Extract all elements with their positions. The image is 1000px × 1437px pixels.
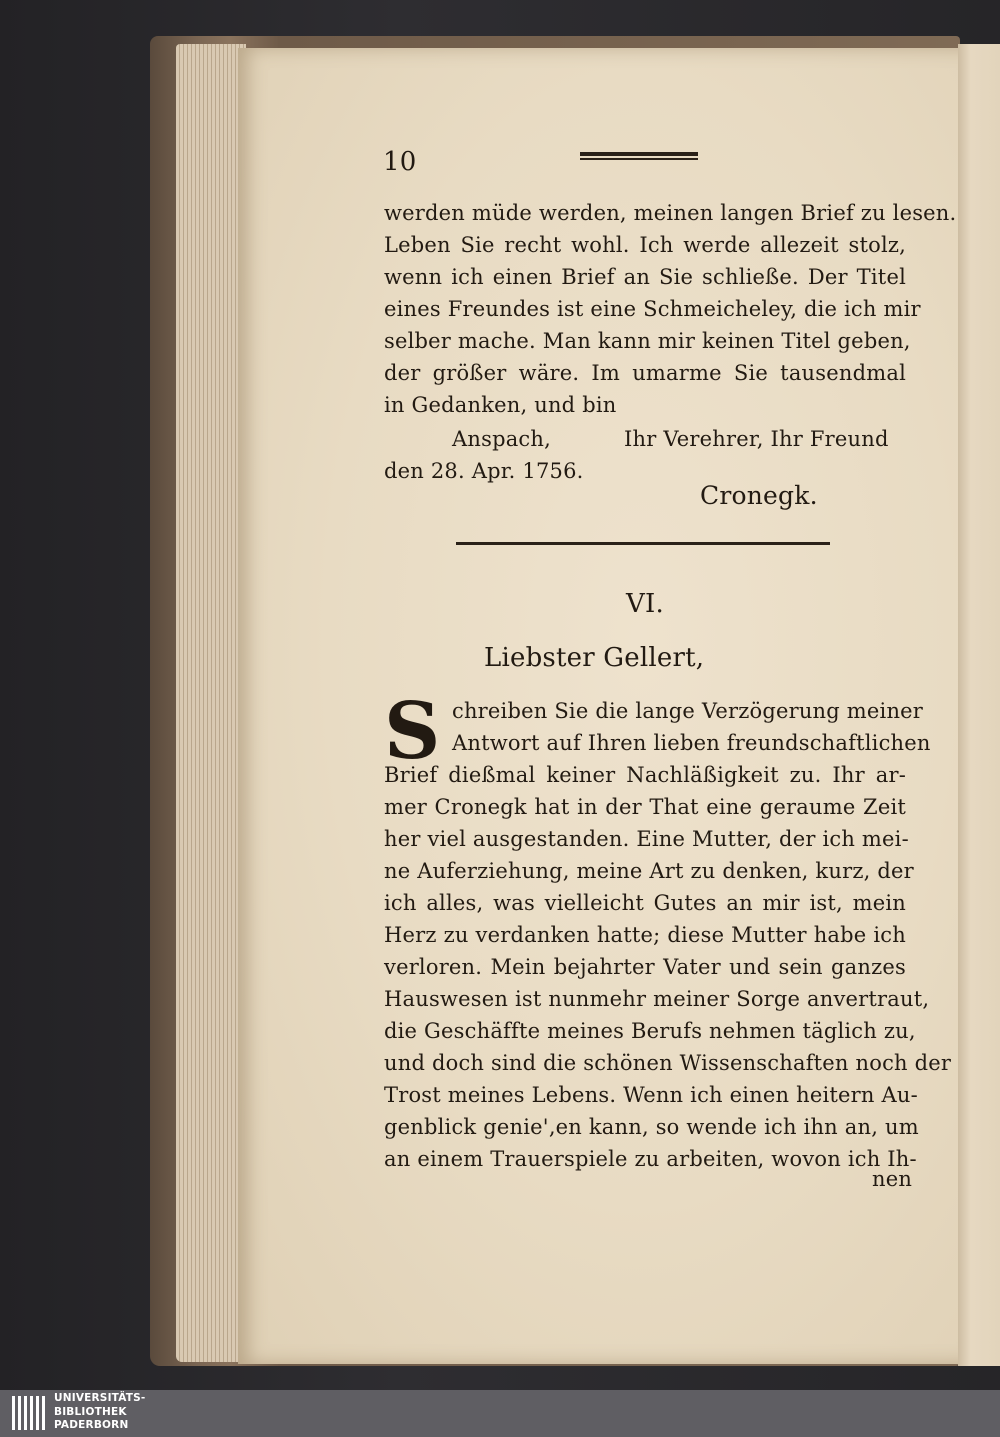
text-line: Antwort auf Ihren lieben freundschaftlichen <box>452 731 931 755</box>
text-line: verloren. Mein bejahrter Vater und sein ganzes <box>384 955 906 979</box>
text-line: in Gedanken, und bin <box>384 393 617 417</box>
text-line: genblick genie'‚en kann, so wende ich ihn an, um <box>384 1115 919 1139</box>
text-line: eines Freundes ist eine Schmeicheley, die ich mir <box>384 297 921 321</box>
text-line: her viel ausgestanden. Eine Mutter, der ich mei- <box>384 827 909 851</box>
text-line: Leben Sie recht wohl. Ich werde allezeit stolz, <box>384 233 906 257</box>
text-line: Brief dießmal keiner Nachläßigkeit zu. Ihr ar- <box>384 763 906 787</box>
facing-page-edge <box>958 44 1000 1366</box>
logo-line: UNIVERSITÄTS- <box>54 1392 146 1404</box>
text-line: wenn ich einen Brief an Sie schließe. Der Titel <box>384 265 906 289</box>
catchword: nen <box>872 1167 913 1191</box>
text-line: selber mache. Man kann mir keinen Titel geben, <box>384 329 911 353</box>
logo-line: BIBLIOTHEK <box>54 1405 127 1418</box>
library-logo-text <box>54 1392 174 1433</box>
section-divider <box>456 542 830 545</box>
text-line: der größer wäre. Im umarme Sie tausendmal <box>384 361 906 385</box>
text-line: chreiben Sie die lange Verzögerung meiner <box>452 699 924 723</box>
letter-place: Anspach, <box>452 427 551 451</box>
text-line: ich alles, was vielleicht Gutes an mir ist, mein <box>384 891 906 915</box>
logo-line: PADERBORN <box>54 1419 129 1431</box>
text-line: an einem Trauerspiele zu arbeiten, wovon ich Ih- <box>384 1147 917 1171</box>
header-rule <box>580 152 698 156</box>
drop-cap: S <box>384 686 441 777</box>
closing-greeting: Ihr Verehrer, Ihr Freund <box>624 427 889 451</box>
library-logo-icon <box>10 1392 50 1434</box>
letter-salutation: Liebster Gellert, <box>484 643 705 673</box>
header-rule-thin <box>580 158 698 160</box>
text-line: werden müde werden, meinen langen Brief zu lesen. <box>384 201 957 225</box>
text-line: mer Cronegk hat in der That eine geraume Zeit <box>384 795 906 819</box>
text-line: Hauswesen ist nunmehr meiner Sorge anvertraut, <box>384 987 930 1011</box>
letter-date: den 28. Apr. 1756. <box>384 459 584 483</box>
section-number: VI. <box>626 589 664 619</box>
text-line: Herz zu verdanken hatte; diese Mutter habe ich <box>384 923 906 947</box>
text-line: Trost meines Lebens. Wenn ich einen heitern Au- <box>384 1083 918 1107</box>
text-line: die Geschäffte meines Berufs nehmen täglich zu, <box>384 1019 916 1043</box>
page-number: 10 <box>383 147 417 177</box>
signature: Cronegk. <box>700 481 818 510</box>
text-line: ne Auferziehung, meine Art zu denken, kurz, der <box>384 859 914 883</box>
text-line: und doch sind die schönen Wissenschaften noch der <box>384 1051 952 1075</box>
page-edges <box>176 44 246 1362</box>
